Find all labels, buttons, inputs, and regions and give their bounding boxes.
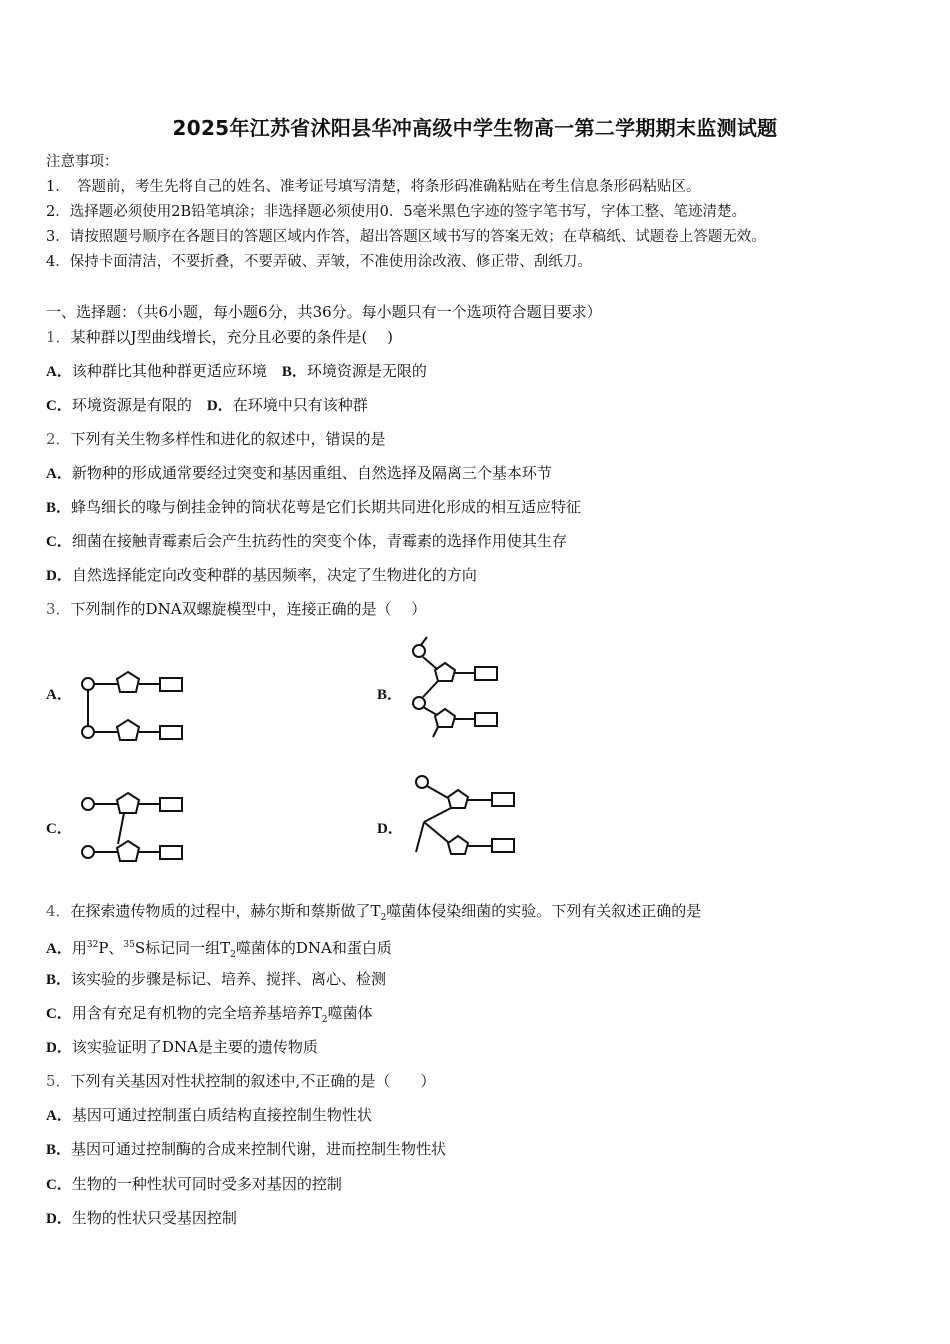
q5-option-b <box>46 1139 446 1160</box>
question-number: 3． <box>46 600 71 618</box>
diagram-label-d: D． <box>377 821 403 837</box>
section-heading: 一、选择题：（共6小题，每小题6分，共36分。每小题只有一个选项符合题目要求） <box>46 303 602 321</box>
option-text: S标记同一组T <box>134 939 231 957</box>
option-label: D． <box>46 568 72 584</box>
question-stem: 在探索遗传物质的过程中，赫尔斯和蔡斯做了T <box>70 902 381 920</box>
q1-options-row-2 <box>46 395 368 416</box>
base-icon <box>475 713 497 726</box>
option-text: 生物的性状只受基因控制 <box>71 1209 237 1227</box>
option-text: 细菌在接触青霉素后会产生抗药性的突变个体，青霉素的选择作用使其生存 <box>71 532 567 550</box>
q4-option-b <box>46 969 386 990</box>
option-text: 该种群比其他种群更适应环境 <box>71 362 267 380</box>
deoxyribose-icon <box>448 790 468 808</box>
base-icon <box>160 726 182 739</box>
notice-heading: 注意事项： <box>46 154 119 170</box>
deoxyribose-icon <box>435 663 455 681</box>
notice-item-4: 4．保持卡面清洁，不要折叠，不要弄破、弄皱，不准使用涂改液、修正带、刮纸刀。 <box>46 254 592 270</box>
question-number: 5． <box>46 1072 71 1090</box>
option-text: 生物的一种性状可同时受多对基因的控制 <box>71 1175 342 1193</box>
option-label: A． <box>46 364 72 380</box>
base-icon <box>160 846 182 859</box>
q4-option-c <box>46 1003 373 1030</box>
question-1 <box>46 327 393 347</box>
option-text: 噬菌体 <box>327 1004 373 1022</box>
question-stem: 下列有关生物多样性和进化的叙述中，错误的是 <box>70 430 386 448</box>
question-number: 2． <box>46 430 71 448</box>
subscript: 2 <box>321 1015 328 1025</box>
q1-options-row-1 <box>46 361 427 382</box>
q2-option-c <box>46 531 567 552</box>
option-text: 自然选择能定向改变种群的基因频率，决定了生物进化的方向 <box>71 566 477 584</box>
deoxyribose-icon <box>435 709 455 727</box>
base-icon <box>475 667 497 680</box>
deoxyribose-icon <box>117 672 139 692</box>
base-icon <box>492 839 514 852</box>
option-text: 基因可通过控制酶的合成来控制代谢，进而控制生物性状 <box>71 1140 447 1158</box>
option-label: B． <box>46 500 72 516</box>
option-label: C． <box>46 1177 72 1193</box>
option-label: B． <box>46 1142 72 1158</box>
question-5 <box>46 1071 435 1091</box>
question-number: 4． <box>46 902 71 920</box>
option-text: P、 <box>98 939 124 957</box>
diagram-label-b: B． <box>377 687 403 703</box>
option-text: 噬菌体的DNA和蛋白质 <box>235 939 392 957</box>
page-title: 2025年江苏省沭阳县华冲高级中学生物高一第二学期期末监测试题 <box>172 116 778 140</box>
option-text: 该实验的步骤是标记、培养、搅拌、离心、检测 <box>71 970 387 988</box>
notice-item-2: 2．选择题必须使用2B铅笔填涂；非选择题必须使用0．5毫米黑色字迹的签字笔书写，字体工整、笔迹清楚。 <box>46 204 747 220</box>
option-text: 在环境中只有该种群 <box>232 396 368 414</box>
option-text: 基因可通过控制蛋白质结构直接控制生物性状 <box>71 1106 372 1124</box>
dna-model-c <box>78 790 188 866</box>
option-label: D． <box>46 1211 72 1227</box>
deoxyribose-icon <box>117 720 139 740</box>
phosphate-icon <box>82 678 94 690</box>
option-text: 环境资源是有限的 <box>71 396 192 414</box>
phosphate-icon <box>413 645 425 657</box>
option-text: 新物种的形成通常要经过突变和基因重组、自然选择及隔离三个基本环节 <box>71 464 552 482</box>
q2-option-b <box>46 497 581 518</box>
notice-item-3: 3．请按照题号顺序在各题目的答题区域内作答，超出答题区域书写的答案无效；在草稿纸、试题卷上答题无效。 <box>46 229 766 245</box>
option-label: C． <box>46 534 72 550</box>
question-stem: 某种群以J型曲线增长，充分且必要的条件是( ) <box>70 328 394 346</box>
base-icon <box>160 798 182 811</box>
superscript: 35 <box>123 940 135 950</box>
diagram-label-a: A． <box>46 687 72 703</box>
dna-model-b <box>405 633 505 743</box>
phosphate-icon <box>82 846 94 858</box>
question-stem: 下列制作的DNA双螺旋模型中，连接正确的是（ ） <box>70 600 427 618</box>
option-label: D． <box>206 398 233 414</box>
q5-option-a <box>46 1105 372 1126</box>
option-text: 用含有充足有机物的完全培养基培养T <box>71 1004 322 1022</box>
option-label: A． <box>46 941 72 957</box>
q5-option-c <box>46 1174 342 1195</box>
question-2 <box>46 429 386 449</box>
q2-option-d <box>46 565 477 586</box>
base-icon <box>160 678 182 691</box>
option-label: B． <box>281 364 307 380</box>
option-text: 环境资源是无限的 <box>306 362 427 380</box>
option-label: A． <box>46 466 72 482</box>
deoxyribose-icon <box>448 836 468 854</box>
question-number: 1． <box>46 328 71 346</box>
option-label: C． <box>46 1006 72 1022</box>
question-stem: 下列有关基因对性状控制的叙述中,不正确的是（ ） <box>70 1072 436 1090</box>
option-label: C． <box>46 398 72 414</box>
question-stem-end: 噬菌体侵染细菌的实验。下列有关叙述正确的是 <box>386 902 702 920</box>
subscript: 2 <box>230 950 236 960</box>
phosphate-icon <box>82 798 94 810</box>
q4-option-d <box>46 1037 318 1058</box>
deoxyribose-icon <box>117 841 139 861</box>
option-text: 该实验证明了DNA是主要的遗传物质 <box>71 1038 318 1056</box>
option-text: 用 <box>71 939 87 957</box>
option-label: D． <box>46 1040 72 1056</box>
base-icon <box>492 793 514 806</box>
notice-item-1: 1． 答题前，考生先将自己的姓名、准考证号填写清楚，将条形码准确粘贴在考生信息条形码粘贴区。 <box>46 179 701 195</box>
dna-model-a <box>78 668 188 746</box>
deoxyribose-icon <box>117 793 139 813</box>
phosphate-icon <box>416 776 428 788</box>
q4-option-a <box>46 935 392 965</box>
dna-model-d <box>410 770 520 856</box>
option-text: 蜂鸟细长的喙与倒挂金钟的筒状花萼是它们长期共同进化形成的相互适应特征 <box>71 498 582 516</box>
q2-option-a <box>46 463 552 484</box>
question-3 <box>46 599 426 619</box>
subscript: 2 <box>380 913 387 923</box>
superscript: 32 <box>86 940 99 950</box>
question-4 <box>46 901 701 928</box>
diagram-label-c: C． <box>46 821 72 837</box>
q5-option-d <box>46 1208 237 1229</box>
option-label: B． <box>46 972 72 988</box>
phosphate-icon <box>82 726 94 738</box>
option-label: A． <box>46 1108 72 1124</box>
